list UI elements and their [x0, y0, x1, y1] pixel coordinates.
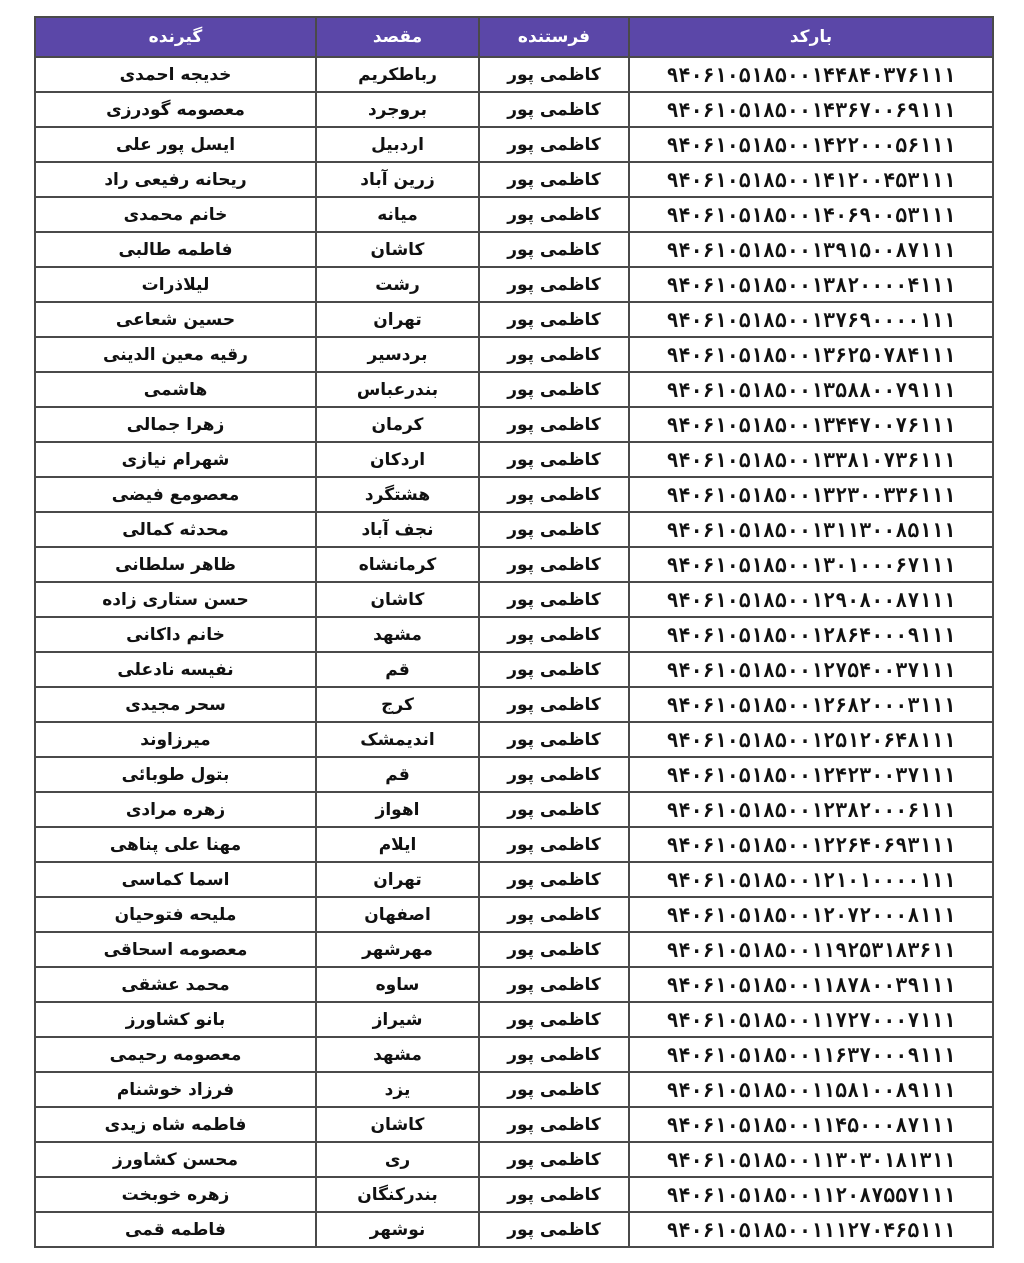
header-receiver: گیرنده: [35, 17, 316, 57]
header-sender: فرستنده: [479, 17, 629, 57]
sender-cell: کاظمی پور: [479, 617, 629, 652]
table-row: [35, 1072, 993, 1107]
receiver-cell: ایسل پور علی: [35, 127, 316, 162]
shipment-table: [34, 16, 994, 1248]
table-row: [35, 337, 993, 372]
receiver-cell: خانم محمدی: [35, 197, 316, 232]
destination-cell: مشهد: [316, 617, 479, 652]
barcode-cell: ۹۴۰۶۱۰۵۱۸۵۰۰۱۱۸۷۸۰۰۳۹۱۱۱: [629, 967, 993, 1002]
destination-cell: رشت: [316, 267, 479, 302]
barcode-cell: ۹۴۰۶۱۰۵۱۸۵۰۰۱۴۳۶۷۰۰۶۹۱۱۱: [629, 92, 993, 127]
destination-cell: مشهد: [316, 1037, 479, 1072]
receiver-cell: بتول طوبائی: [35, 757, 316, 792]
sender-cell: کاظمی پور: [479, 757, 629, 792]
barcode-cell: ۹۴۰۶۱۰۵۱۸۵۰۰۱۱۶۳۷۰۰۰۹۱۱۱: [629, 1037, 993, 1072]
destination-cell: شیراز: [316, 1002, 479, 1037]
sender-cell: کاظمی پور: [479, 267, 629, 302]
barcode-cell: ۹۴۰۶۱۰۵۱۸۵۰۰۱۱۱۲۷۰۴۶۵۱۱۱: [629, 1212, 993, 1247]
table-row: [35, 792, 993, 827]
sender-cell: کاظمی پور: [479, 967, 629, 1002]
destination-cell: تهران: [316, 862, 479, 897]
destination-cell: کرمان: [316, 407, 479, 442]
receiver-cell: ریحانه رفیعی راد: [35, 162, 316, 197]
receiver-cell: حسن ستاری زاده: [35, 582, 316, 617]
sender-cell: کاظمی پور: [479, 127, 629, 162]
destination-cell: کاشان: [316, 1107, 479, 1142]
barcode-cell: ۹۴۰۶۱۰۵۱۸۵۰۰۱۱۴۵۰۰۰۸۷۱۱۱: [629, 1107, 993, 1142]
destination-cell: کرج: [316, 687, 479, 722]
sender-cell: کاظمی پور: [479, 57, 629, 92]
destination-cell: تهران: [316, 302, 479, 337]
sender-cell: کاظمی پور: [479, 1142, 629, 1177]
table-row: [35, 57, 993, 92]
destination-cell: کاشان: [316, 582, 479, 617]
table-row: [35, 477, 993, 512]
receiver-cell: مهنا علی پناهی: [35, 827, 316, 862]
destination-cell: هشتگرد: [316, 477, 479, 512]
table-row: [35, 897, 993, 932]
table-row: [35, 512, 993, 547]
sender-cell: کاظمی پور: [479, 652, 629, 687]
barcode-cell: ۹۴۰۶۱۰۵۱۸۵۰۰۱۲۵۱۲۰۶۴۸۱۱۱: [629, 722, 993, 757]
destination-cell: میانه: [316, 197, 479, 232]
receiver-cell: لیلاذرات: [35, 267, 316, 302]
sender-cell: کاظمی پور: [479, 1177, 629, 1212]
barcode-cell: ۹۴۰۶۱۰۵۱۸۵۰۰۱۳۹۱۵۰۰۸۷۱۱۱: [629, 232, 993, 267]
table-row: [35, 1002, 993, 1037]
destination-cell: کرمانشاه: [316, 547, 479, 582]
sender-cell: کاظمی پور: [479, 442, 629, 477]
table-row: [35, 932, 993, 967]
barcode-cell: ۹۴۰۶۱۰۵۱۸۵۰۰۱۳۳۸۱۰۷۳۶۱۱۱: [629, 442, 993, 477]
destination-cell: قم: [316, 757, 479, 792]
receiver-cell: زهرا جمالی: [35, 407, 316, 442]
receiver-cell: محسن کشاورز: [35, 1142, 316, 1177]
table-row: [35, 127, 993, 162]
barcode-cell: ۹۴۰۶۱۰۵۱۸۵۰۰۱۲۷۵۴۰۰۳۷۱۱۱: [629, 652, 993, 687]
receiver-cell: محدثه کمالی: [35, 512, 316, 547]
sender-cell: کاظمی پور: [479, 92, 629, 127]
table-row: [35, 1107, 993, 1142]
barcode-cell: ۹۴۰۶۱۰۵۱۸۵۰۰۱۳۷۶۹۰۰۰۰۱۱۱: [629, 302, 993, 337]
table-row: [35, 372, 993, 407]
table-row: [35, 232, 993, 267]
receiver-cell: اسما کماسی: [35, 862, 316, 897]
destination-cell: ایلام: [316, 827, 479, 862]
table-row: [35, 582, 993, 617]
receiver-cell: فرزاد خوشنام: [35, 1072, 316, 1107]
sender-cell: کاظمی پور: [479, 197, 629, 232]
destination-cell: مهرشهر: [316, 932, 479, 967]
destination-cell: ساوه: [316, 967, 479, 1002]
destination-cell: یزد: [316, 1072, 479, 1107]
header-barcode: بارکد: [629, 17, 993, 57]
sender-cell: کاظمی پور: [479, 512, 629, 547]
destination-cell: ری: [316, 1142, 479, 1177]
destination-cell: قم: [316, 652, 479, 687]
table-row: [35, 687, 993, 722]
sender-cell: کاظمی پور: [479, 162, 629, 197]
barcode-cell: ۹۴۰۶۱۰۵۱۸۵۰۰۱۲۲۶۴۰۶۹۳۱۱۱: [629, 827, 993, 862]
destination-cell: بروجرد: [316, 92, 479, 127]
receiver-cell: حسین شعاعی: [35, 302, 316, 337]
sender-cell: کاظمی پور: [479, 547, 629, 582]
receiver-cell: معصومع فیضی: [35, 477, 316, 512]
table-row: [35, 162, 993, 197]
barcode-cell: ۹۴۰۶۱۰۵۱۸۵۰۰۱۴۲۲۰۰۰۵۶۱۱۱: [629, 127, 993, 162]
receiver-cell: رقیه معین الدینی: [35, 337, 316, 372]
shipment-sheet: [34, 16, 992, 1248]
destination-cell: اردبیل: [316, 127, 479, 162]
destination-cell: اندیمشک: [316, 722, 479, 757]
header-destination: مقصد: [316, 17, 479, 57]
destination-cell: نوشهر: [316, 1212, 479, 1247]
barcode-cell: ۹۴۰۶۱۰۵۱۸۵۰۰۱۳۰۱۰۰۰۶۷۱۱۱: [629, 547, 993, 582]
barcode-cell: ۹۴۰۶۱۰۵۱۸۵۰۰۱۳۴۴۷۰۰۷۶۱۱۱: [629, 407, 993, 442]
sender-cell: کاظمی پور: [479, 477, 629, 512]
destination-cell: اصفهان: [316, 897, 479, 932]
destination-cell: اردکان: [316, 442, 479, 477]
table-row: [35, 827, 993, 862]
sender-cell: کاظمی پور: [479, 372, 629, 407]
table-row: [35, 1212, 993, 1247]
receiver-cell: محمد عشقی: [35, 967, 316, 1002]
destination-cell: کاشان: [316, 232, 479, 267]
receiver-cell: معصومه اسحاقی: [35, 932, 316, 967]
sender-cell: کاظمی پور: [479, 232, 629, 267]
barcode-cell: ۹۴۰۶۱۰۵۱۸۵۰۰۱۱۷۲۷۰۰۰۷۱۱۱: [629, 1002, 993, 1037]
sender-cell: کاظمی پور: [479, 1107, 629, 1142]
sender-cell: کاظمی پور: [479, 722, 629, 757]
barcode-cell: ۹۴۰۶۱۰۵۱۸۵۰۰۱۲۱۰۱۰۰۰۰۱۱۱: [629, 862, 993, 897]
table-row: [35, 652, 993, 687]
receiver-cell: میرزاوند: [35, 722, 316, 757]
receiver-cell: خانم داکانی: [35, 617, 316, 652]
sender-cell: کاظمی پور: [479, 407, 629, 442]
table-row: [35, 757, 993, 792]
table-row: [35, 862, 993, 897]
table-body: [35, 57, 993, 1247]
sender-cell: کاظمی پور: [479, 1037, 629, 1072]
receiver-cell: زهره خوبخت: [35, 1177, 316, 1212]
receiver-cell: فاطمه طالبی: [35, 232, 316, 267]
receiver-cell: ملیحه فتوحیان: [35, 897, 316, 932]
table-row: [35, 197, 993, 232]
receiver-cell: ظاهر سلطانی: [35, 547, 316, 582]
sender-cell: کاظمی پور: [479, 337, 629, 372]
table-row: [35, 1142, 993, 1177]
sender-cell: کاظمی پور: [479, 932, 629, 967]
sender-cell: کاظمی پور: [479, 897, 629, 932]
destination-cell: رباطکریم: [316, 57, 479, 92]
table-row: [35, 722, 993, 757]
sender-cell: کاظمی پور: [479, 1002, 629, 1037]
barcode-cell: ۹۴۰۶۱۰۵۱۸۵۰۰۱۲۹۰۸۰۰۸۷۱۱۱: [629, 582, 993, 617]
receiver-cell: معصومه گودرزی: [35, 92, 316, 127]
barcode-cell: ۹۴۰۶۱۰۵۱۸۵۰۰۱۳۸۲۰۰۰۰۴۱۱۱: [629, 267, 993, 302]
sender-cell: کاظمی پور: [479, 1072, 629, 1107]
sender-cell: کاظمی پور: [479, 792, 629, 827]
receiver-cell: خدیجه احمدی: [35, 57, 316, 92]
receiver-cell: فاطمه قمی: [35, 1212, 316, 1247]
destination-cell: زرین آباد: [316, 162, 479, 197]
destination-cell: بندرکنگان: [316, 1177, 479, 1212]
table-row: [35, 547, 993, 582]
table-row: [35, 1177, 993, 1212]
sender-cell: کاظمی پور: [479, 582, 629, 617]
barcode-cell: ۹۴۰۶۱۰۵۱۸۵۰۰۱۳۵۸۸۰۰۷۹۱۱۱: [629, 372, 993, 407]
barcode-cell: ۹۴۰۶۱۰۵۱۸۵۰۰۱۲۴۲۳۰۰۳۷۱۱۱: [629, 757, 993, 792]
receiver-cell: شهرام نیازی: [35, 442, 316, 477]
table-row: [35, 442, 993, 477]
barcode-cell: ۹۴۰۶۱۰۵۱۸۵۰۰۱۲۳۸۲۰۰۰۶۱۱۱: [629, 792, 993, 827]
table-row: [35, 92, 993, 127]
barcode-cell: ۹۴۰۶۱۰۵۱۸۵۰۰۱۴۰۶۹۰۰۵۳۱۱۱: [629, 197, 993, 232]
table-row: [35, 1037, 993, 1072]
barcode-cell: ۹۴۰۶۱۰۵۱۸۵۰۰۱۱۹۲۵۳۱۸۳۶۱۱: [629, 932, 993, 967]
sender-cell: کاظمی پور: [479, 1212, 629, 1247]
barcode-cell: ۹۴۰۶۱۰۵۱۸۵۰۰۱۲۶۸۲۰۰۰۳۱۱۱: [629, 687, 993, 722]
destination-cell: بندرعباس: [316, 372, 479, 407]
barcode-cell: ۹۴۰۶۱۰۵۱۸۵۰۰۱۴۴۸۴۰۳۷۶۱۱۱: [629, 57, 993, 92]
barcode-cell: ۹۴۰۶۱۰۵۱۸۵۰۰۱۲۰۷۲۰۰۰۸۱۱۱: [629, 897, 993, 932]
barcode-cell: ۹۴۰۶۱۰۵۱۸۵۰۰۱۳۱۱۳۰۰۸۵۱۱۱: [629, 512, 993, 547]
table-row: [35, 617, 993, 652]
table-row: [35, 407, 993, 442]
destination-cell: اهواز: [316, 792, 479, 827]
barcode-cell: ۹۴۰۶۱۰۵۱۸۵۰۰۱۱۳۰۳۰۱۸۱۳۱۱: [629, 1142, 993, 1177]
barcode-cell: ۹۴۰۶۱۰۵۱۸۵۰۰۱۱۵۸۱۰۰۸۹۱۱۱: [629, 1072, 993, 1107]
barcode-cell: ۹۴۰۶۱۰۵۱۸۵۰۰۱۲۸۶۴۰۰۰۹۱۱۱: [629, 617, 993, 652]
table-row: [35, 967, 993, 1002]
receiver-cell: نفیسه نادعلی: [35, 652, 316, 687]
barcode-cell: ۹۴۰۶۱۰۵۱۸۵۰۰۱۳۶۲۵۰۷۸۴۱۱۱: [629, 337, 993, 372]
sender-cell: کاظمی پور: [479, 827, 629, 862]
table-header: [35, 17, 993, 57]
table-row: [35, 302, 993, 337]
receiver-cell: سحر مجیدی: [35, 687, 316, 722]
sender-cell: کاظمی پور: [479, 862, 629, 897]
receiver-cell: بانو کشاورز: [35, 1002, 316, 1037]
receiver-cell: زهره مرادی: [35, 792, 316, 827]
receiver-cell: معصومه رحیمی: [35, 1037, 316, 1072]
destination-cell: نجف آباد: [316, 512, 479, 547]
barcode-cell: ۹۴۰۶۱۰۵۱۸۵۰۰۱۳۲۳۰۰۳۳۶۱۱۱: [629, 477, 993, 512]
destination-cell: بردسیر: [316, 337, 479, 372]
sender-cell: کاظمی پور: [479, 302, 629, 337]
barcode-cell: ۹۴۰۶۱۰۵۱۸۵۰۰۱۴۱۲۰۰۴۵۳۱۱۱: [629, 162, 993, 197]
table-row: [35, 267, 993, 302]
header-row: [35, 17, 993, 57]
receiver-cell: هاشمی: [35, 372, 316, 407]
barcode-cell: ۹۴۰۶۱۰۵۱۸۵۰۰۱۱۲۰۸۷۵۵۷۱۱۱: [629, 1177, 993, 1212]
receiver-cell: فاطمه شاه زیدی: [35, 1107, 316, 1142]
sender-cell: کاظمی پور: [479, 687, 629, 722]
